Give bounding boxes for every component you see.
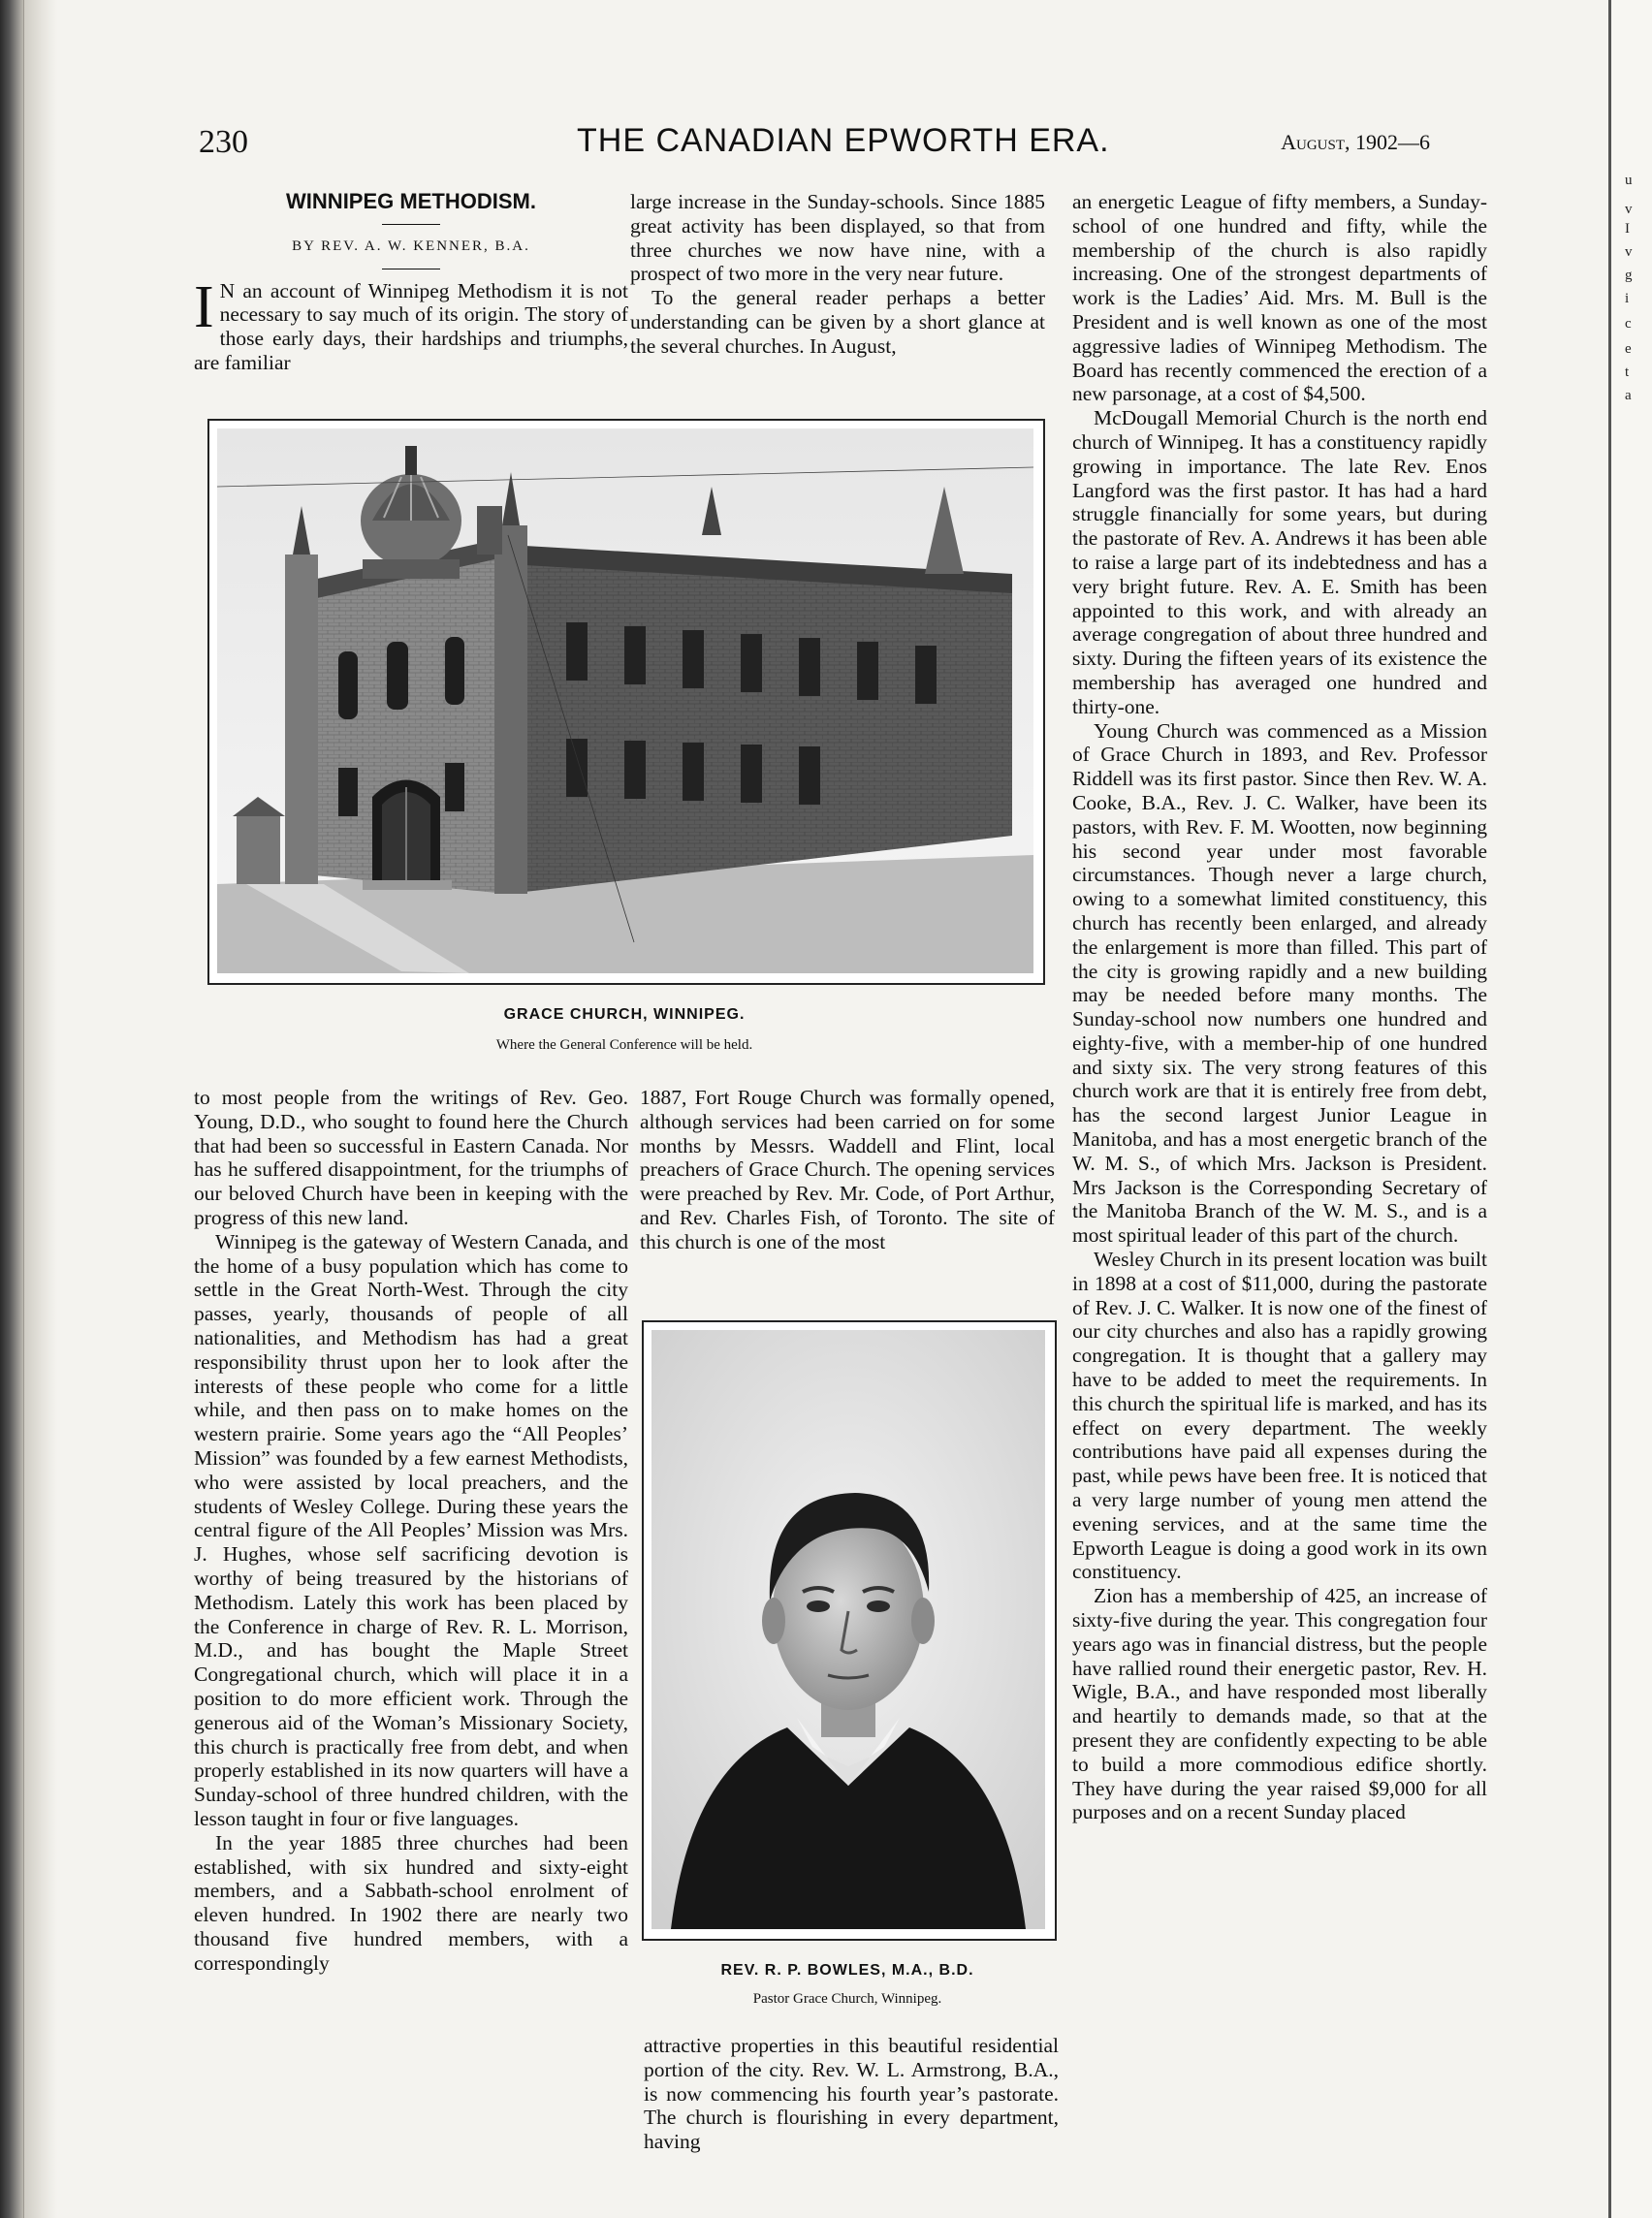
journal-title: THE CANADIAN EPWORTH ERA. — [577, 122, 1110, 159]
column-2-top — [630, 190, 1045, 359]
running-header — [199, 122, 1430, 161]
edge-fragment: e — [1625, 341, 1632, 357]
paragraph: attractive properties in this beautiful residential portion of the city. Rev. W. L. Armstrong, B.A., is now commencing his fourth year’s pastorate. The church is flourishing in every department, having — [644, 2034, 1059, 2154]
edge-fragment: v — [1625, 244, 1633, 260]
portrait-subcaption: Pastor Grace Church, Winnipeg. — [752, 1991, 942, 2007]
column-1-top — [194, 190, 628, 375]
opening-paragraph — [194, 273, 628, 375]
paragraph: to most people from the writings of Rev. Geo. Young, D.D., who sought to found here the Church that had been so successful in Eastern Canada. Nor has he suffered disappointment, for the triumphs of our beloved Church have been in keeping with the progress of this new land. — [194, 1086, 628, 1229]
drop-cap: I — [194, 273, 214, 340]
column-1-bottom — [194, 1086, 628, 1975]
edge-fragment: i — [1625, 291, 1630, 306]
article-title: WINNIPEG METHODISM. — [286, 189, 536, 213]
paragraph: Zion has a membership of 425, an increase of sixty-five during the year. This congregation four years ago was in financial distress, but the people have rallied round their energetic pastor, Rev. H. Wigle, B.A., and have responded most liberally and heartily to demands made, so that at the present they are confidently expecting to be able to build a more commodious edifice shortly. They have during the year raised $9,000 for all purposes and on a recent Sunday placed — [1072, 1584, 1487, 1824]
portrait-illustration — [651, 1330, 1045, 1929]
column-2-middle — [640, 1086, 1055, 1254]
issue-date: August, 1902—6 — [1281, 130, 1430, 154]
church-photo — [207, 419, 1045, 985]
edge-fragment: c — [1625, 316, 1632, 332]
opening-text: N an account of Winnipeg Methodism it is not necessary to say much of its origin. The story of those early days, their hardships and triumphs, are familiar — [194, 278, 628, 374]
byline: BY REV. A. W. KENNER, B.A. — [292, 238, 530, 254]
edge-fragment: a — [1625, 388, 1632, 403]
edge-fragment: g — [1625, 268, 1633, 283]
paragraph: McDougall Memorial Church is the north end church of Winnipeg. It has a constituency rapidly growing in importance. The late Rev. Enos Langford was the first pastor. It has had a hard struggle financially for some years, but during the pastorate of Rev. A. Andrews it has been able to raise a large part of its indebtedness and has a very bright future. Rev. A. E. Smith has been appointed to this work, and with already an average congregation of about three hundred and sixty. During the fifteen years of its existence the membership has averaged one hundred and thirty-one. — [1072, 406, 1487, 718]
page-number: 230 — [199, 124, 248, 160]
paragraph: 1887, Fort Rouge Church was formally opened, although services had been carried on for some months by Messrs. Waddell and Flint, local preachers of Grace Church. The opening services were preached by Rev. Mr. Code, of Port Arthur, and Rev. Charles Fish, of Toronto. The site of this church is one of the most — [640, 1086, 1055, 1253]
church-subcaption: Where the General Conference will be held. — [495, 1037, 753, 1053]
church-caption: GRACE CHURCH, WINNIPEG. — [503, 1006, 746, 1023]
paragraph: an energetic League of fifty members, a Sunday-school of one hundred and fifty, while the membership of the church is also rapidly increasing. One of the strongest departments of work is the Ladies’ Aid. Mrs. M. Bull is the President and is well known as one of the most aggressive ladies of Winnipeg Methodism. The Board has recently commenced the erection of a new parsonage, at a cost of $4,500. — [1072, 190, 1487, 406]
edge-fragment: u — [1625, 173, 1633, 188]
church-illustration — [217, 428, 1033, 973]
column-2-bottom — [644, 2034, 1059, 2154]
paragraph: Wesley Church in its present location was built in 1898 at a cost of $11,000, during the pastorate of Rev. J. C. Walker. It is now one of the finest of our city churches and also has a rapidly growing congregation. It is thought that a gallery may have to be added to meet the requirements. In this church the spiritual life is marked, and has its effect on every department. The weekly contributions have paid all expenses during the past, while pews have been free. It is noticed that a very large number of young men attend the evening services, and at the same time the Epworth League is doing a good work in its own constituency. — [1072, 1248, 1487, 1584]
paragraph: To the general reader perhaps a better understanding can be given by a short glance at the several churches. In August, — [630, 286, 1045, 358]
paragraph: Winnipeg is the gateway of Western Canada, and the home of a busy population which has come to settle in the Great North-West. Through the city passes, yearly, thousands of people of all nationalities, and Methodism has had a great responsibility thrust upon her to look after the interests of these people who come for a little while, and then pass on to make homes on the western prairie. Some years ago the “All Peoples’ Mission” was founded by a few earnest Methodists, who were assisted by local preachers, and the students of Wesley College. During these years the central figure of the All Peoples’ Mission was Mrs. J. Hughes, whose self sacrificing devotion is worthy of being treasured by the historians of Methodism. Lately this work has been placed by the Conference in charge of Rev. R. L. Morrison, M.D., and has bought the Maple Street Congregational church, which will place it in a position to do more efficient work. Through the generous aid of the Woman’s Missionary Society, this church is practically free from debt, and when properly established in its now quarters will have a Sunday-school of three hundred children, with the lesson taught in four or five languages. — [194, 1229, 628, 1830]
paragraph: Young Church was commenced as a Mission of Grace Church in 1893, and Rev. Professor Riddell was its first pastor. Since then Rev. W. A. Cooke, B.A., Rev. J. C. Walker, have been its pastors, with Rev. F. M. Wootten, now beginning his second year under most favorable circumstances. Though never a large church, owing to a somewhat limited constituency, this church has recently been enlarged, and already the enlargement is more than filled. This part of the city is growing rapidly and a new building may be needed before many months. The Sunday-school now numbers one hundred and eighty-five, with a member-hip of one hundred and sixty six. The very strong features of this church work are that it is entirely free from debt, has the second largest Junior League in Manitoba, and has a most energetic branch of the W. M. S., of which Mrs. Jackson is President. Mrs Jackson is the Corresponding Secretary of the Manitoba Branch of the W. M. S., and is a most spiritual leader of this part of the church. — [1072, 718, 1487, 1248]
edge-fragment: v — [1625, 202, 1633, 217]
title-rule — [382, 224, 440, 225]
edge-fragment: I — [1625, 221, 1630, 237]
column-3 — [1072, 190, 1487, 1824]
paragraph: large increase in the Sunday-schools. Since 1885 great activity has been displayed, so that from three churches we now have nine, with a prospect of two more in the very near future. — [630, 190, 1045, 286]
portrait-photo — [642, 1320, 1057, 1941]
portrait-caption: REV. R. P. BOWLES, M.A., B.D. — [720, 1962, 974, 1979]
edge-fragment: t — [1625, 364, 1630, 380]
paragraph: In the year 1885 three churches had been established, with six hundred and sixty-eight members, and a Sabbath-school enrolment of eleven hundred. In 1902 there are nearly two thousand five hundred members, with a correspondingly — [194, 1830, 628, 1975]
